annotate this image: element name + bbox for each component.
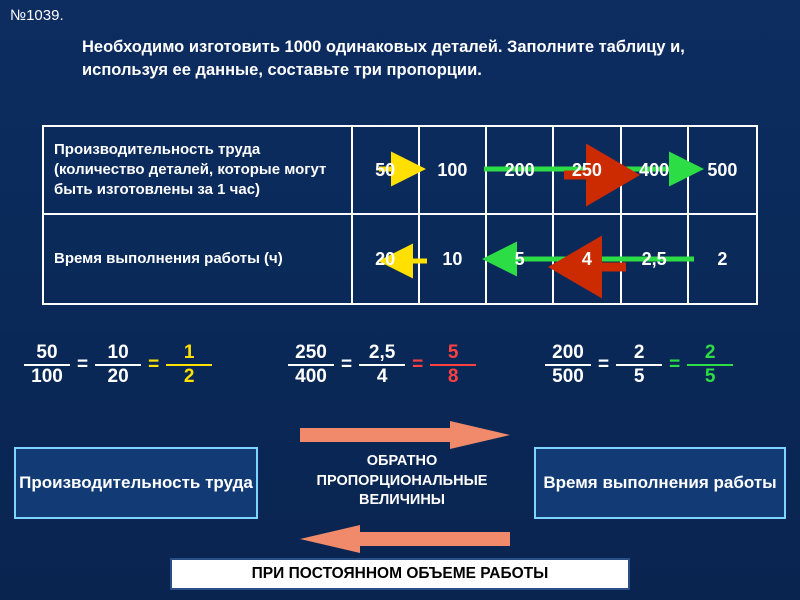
arrow-left-salmon-icon	[300, 524, 510, 554]
box-time[interactable]: Время выполнения работы	[534, 447, 786, 519]
task-prompt: Необходимо изготовить 1000 одинаковых деталей. Заполните таблицу и, используя ее данные, составьте три пропорции.	[82, 38, 685, 80]
proportion-1-right-fraction: $\frac{10}{20}$	[95, 342, 141, 388]
cell-productivity-2[interactable]: 100	[420, 127, 487, 213]
task-number: №1039.	[10, 7, 64, 24]
box-constant-work-volume[interactable]: ПРИ ПОСТОЯННОМ ОБЪЕМЕ РАБОТЫ	[170, 558, 630, 590]
proportion-3	[545, 330, 733, 400]
proportion-2-right-fraction: $\frac{2,5}{4}$	[359, 342, 405, 388]
table-row-time	[44, 215, 756, 303]
proportion-1-left-fraction: $\frac{50}{100}$	[24, 342, 70, 388]
arrow-right-salmon-icon	[300, 420, 510, 450]
row-label-productivity: Производительность труда (количество деталей, которые могут быть изготовлены за 1 час)	[44, 127, 353, 213]
data-table	[42, 125, 758, 305]
proportion-1-result-fraction: $\frac{1}{2}$	[166, 342, 212, 388]
cell-time-6[interactable]: 2	[717, 248, 728, 269]
table-row-productivity	[44, 127, 756, 215]
proportion-1	[24, 330, 212, 400]
equals-sign: =	[598, 354, 610, 375]
cell-time-3[interactable]: 5	[487, 215, 554, 303]
cell-productivity-1[interactable]: 50	[353, 127, 420, 213]
equals-sign-result: =	[148, 354, 160, 375]
box-productivity[interactable]: Производительность труда	[14, 447, 258, 519]
proportion-2-left-fraction: $\frac{250}{400}$	[288, 342, 334, 388]
cell-time-4[interactable]: 4	[554, 215, 621, 303]
cell-time-5[interactable]: 2,5	[622, 215, 689, 303]
proportion-3-right-fraction: $\frac{2}{5}$	[616, 342, 662, 388]
equals-sign: =	[77, 354, 89, 375]
equals-sign-result: =	[669, 354, 681, 375]
proportion-3-left-fraction: $\frac{200}{500}$	[545, 342, 591, 388]
equals-sign-result: =	[412, 354, 424, 375]
relation-label: ОБРАТНО ПРОПОРЦИОНАЛЬНЫЕ ВЕЛИЧИНЫ	[316, 453, 488, 509]
proportion-3-result-fraction: $\frac{2}{5}$	[687, 342, 733, 388]
proportion-2	[288, 330, 476, 400]
cell-time-2[interactable]: 10	[420, 215, 487, 303]
cell-productivity-4[interactable]: 250	[554, 127, 621, 213]
row-label-time: Время выполнения работы (ч)	[44, 215, 353, 303]
equals-sign: =	[341, 354, 353, 375]
proportions-row	[0, 330, 800, 420]
cell-productivity-3[interactable]: 200	[487, 127, 554, 213]
cell-time-1[interactable]: 20	[353, 215, 420, 303]
cell-productivity-6[interactable]: 500	[707, 159, 738, 180]
proportion-2-result-fraction: $\frac{5}{8}$	[430, 342, 476, 388]
cell-productivity-5[interactable]: 400	[622, 127, 689, 213]
